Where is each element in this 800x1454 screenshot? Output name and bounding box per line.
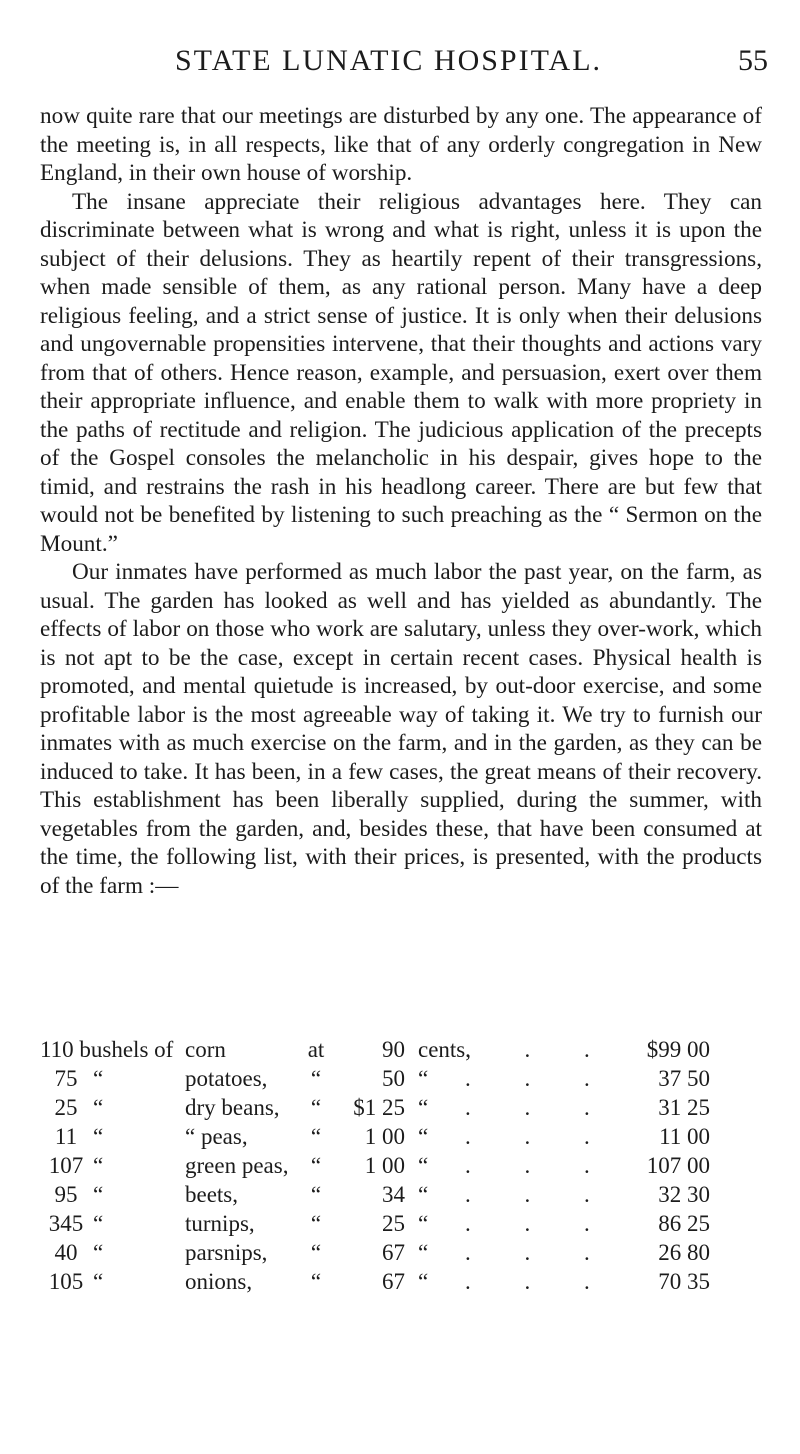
ditto-mark: “ bbox=[418, 1095, 429, 1120]
total-value: $99 00 bbox=[646, 1037, 710, 1062]
total-value: 32 30 bbox=[658, 1182, 710, 1207]
leader-dots: . . . bbox=[465, 1240, 614, 1265]
ditto-mark: “ bbox=[93, 1211, 104, 1236]
table-row bbox=[0, 1211, 800, 1240]
ditto-mark: “ bbox=[418, 1182, 429, 1207]
unit-price: 67 bbox=[382, 1240, 405, 1265]
total-value: 11 00 bbox=[659, 1124, 710, 1149]
unit-price: 90 bbox=[382, 1037, 405, 1062]
table-row bbox=[0, 1240, 800, 1269]
running-title: STATE LUNATIC HOSPITAL. bbox=[175, 44, 603, 77]
paragraph: now quite rare that our meetings are disturbed by any one. The appearance of the meeting is, in all respects, like that of any orderly congregation in New England, in their own house of worship. bbox=[40, 103, 762, 186]
unit-price: 1 00 bbox=[364, 1153, 405, 1178]
quantity: 25 bbox=[54, 1095, 78, 1120]
unit-price: $1 25 bbox=[353, 1095, 405, 1120]
leader-dots: . . . bbox=[465, 1182, 614, 1207]
ditto-mark: “ bbox=[93, 1124, 104, 1149]
table-row bbox=[0, 1269, 800, 1298]
price-unit: cents, bbox=[418, 1037, 472, 1062]
ditto-mark: “ bbox=[93, 1153, 104, 1178]
table-row bbox=[0, 1182, 800, 1211]
item-name: corn bbox=[185, 1037, 226, 1062]
ditto-mark: “ bbox=[418, 1066, 429, 1091]
total-value: 26 80 bbox=[658, 1240, 710, 1265]
unit-price: 1 00 bbox=[364, 1124, 405, 1149]
ditto-mark: “ bbox=[93, 1095, 104, 1120]
ditto-mark: “ bbox=[310, 1269, 322, 1294]
quantity: 107 bbox=[48, 1153, 84, 1178]
unit-price: 50 bbox=[382, 1066, 405, 1091]
ditto-mark: “ bbox=[418, 1153, 429, 1178]
unit-price: 25 bbox=[382, 1211, 405, 1236]
produce-table bbox=[0, 1037, 800, 1298]
quantity: 11 bbox=[54, 1124, 78, 1149]
body-text bbox=[40, 102, 762, 900]
unit-price: 34 bbox=[382, 1182, 405, 1207]
table-row bbox=[0, 1153, 800, 1182]
leader-dots: . . . bbox=[465, 1124, 614, 1149]
item-name: “ peas, bbox=[185, 1124, 248, 1149]
item-name: green peas, bbox=[185, 1153, 289, 1178]
ditto-mark: “ bbox=[93, 1269, 104, 1294]
ditto-mark: “ bbox=[310, 1182, 322, 1207]
total-value: 70 35 bbox=[658, 1269, 710, 1294]
leader-dots: . . . bbox=[465, 1211, 614, 1236]
paragraph: The insane appreciate their religious advantages here. They can discriminate between what is wrong and what is right, unless it is upon the subject of their delusions. They as heartily repent of their transgressions, when made sensible of them, as any rational person. Many have a deep religious feeling, and a strict sense of justice. It is only when their delusions and ungovernable propensities intervene, that their thoughts and actions vary from that of others. Hence reason, example, and persuasion, exert over them their appropriate influence, and enable them to walk with more propriety in the paths of rectitude and religion. The judicious application of the precepts of the Gospel consoles the melancholic in his despair, gives hope to the timid, and restrains the rash in his headlong career. There are but few that would not be benefited by listening to such preaching as the “ Sermon on the Mount.” bbox=[40, 188, 762, 557]
item-name: parsnips, bbox=[185, 1240, 268, 1265]
quantity-unit: 110 bushels of bbox=[40, 1037, 174, 1062]
total-value: 107 00 bbox=[646, 1153, 710, 1178]
ditto-mark: “ bbox=[418, 1269, 429, 1294]
quantity: 345 bbox=[48, 1211, 84, 1236]
unit-price: 67 bbox=[382, 1269, 405, 1294]
ditto-mark: “ bbox=[418, 1211, 429, 1236]
ditto-mark: “ bbox=[93, 1182, 104, 1207]
quantity: 95 bbox=[54, 1182, 78, 1207]
ditto-mark: “ bbox=[310, 1095, 322, 1120]
item-name: onions, bbox=[185, 1269, 253, 1294]
item-name: potatoes, bbox=[185, 1066, 268, 1091]
leader-dots: . . . bbox=[465, 1269, 614, 1294]
at-label: at bbox=[307, 1037, 325, 1062]
ditto-mark: “ bbox=[310, 1211, 322, 1236]
quantity: 105 bbox=[48, 1269, 84, 1294]
quantity: 75 bbox=[54, 1066, 78, 1091]
quantity: 40 bbox=[54, 1240, 78, 1265]
ditto-mark: “ bbox=[93, 1240, 104, 1265]
page-number: 55 bbox=[738, 44, 768, 77]
ditto-mark: “ bbox=[310, 1240, 322, 1265]
item-name: beets, bbox=[185, 1182, 239, 1207]
ditto-mark: “ bbox=[310, 1124, 322, 1149]
total-value: 37 50 bbox=[658, 1066, 710, 1091]
table-row bbox=[0, 1066, 800, 1095]
leader-dots: . . . bbox=[465, 1095, 614, 1120]
ditto-mark: “ bbox=[418, 1124, 429, 1149]
table-row bbox=[0, 1124, 800, 1153]
leader-dots: . . . bbox=[465, 1066, 614, 1091]
leader-dots: . . . bbox=[465, 1037, 614, 1062]
total-value: 86 25 bbox=[658, 1211, 710, 1236]
item-name: turnips, bbox=[185, 1211, 255, 1236]
ditto-mark: “ bbox=[310, 1153, 322, 1178]
table-row bbox=[0, 1037, 800, 1066]
paragraph: Our inmates have performed as much labor the past year, on the farm, as usual. The garden has looked as well and has yielded as abundantly. The effects of labor on those who work are salutary, unless they over-work, which is not apt to be the case, except in certain recent cases. Physical health is promoted, and mental quietude is increased, by out-door exercise, and some profitable labor is the most agreeable way of taking it. We try to furnish our inmates with as much exercise on the farm, and in the garden, as they can be induced to take. It has been, in a few cases, the great means of their recovery. This establishment has been liberally supplied, during the summer, with vegetables from the garden, and, besides these, that have been consumed at the time, the following list, with their prices, is presented, with the products of the farm :— bbox=[40, 559, 762, 899]
ditto-mark: “ bbox=[418, 1240, 429, 1265]
total-value: 31 25 bbox=[658, 1095, 710, 1120]
page-header bbox=[0, 44, 800, 84]
table-row bbox=[0, 1095, 800, 1124]
item-name: dry beans, bbox=[185, 1095, 280, 1120]
ditto-mark: “ bbox=[310, 1066, 322, 1091]
leader-dots: . . . bbox=[465, 1153, 614, 1178]
ditto-mark: “ bbox=[93, 1066, 104, 1091]
